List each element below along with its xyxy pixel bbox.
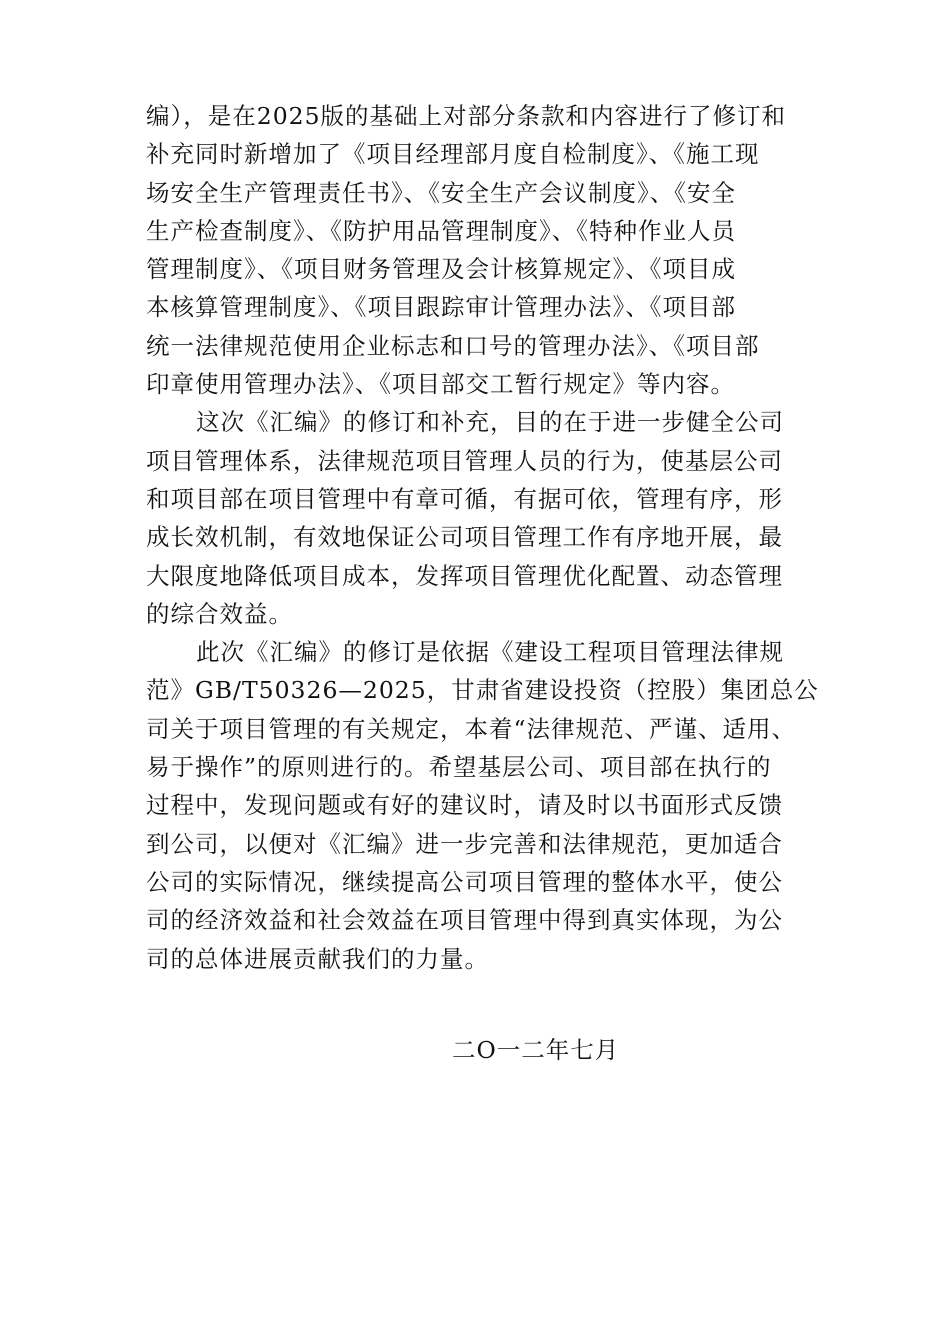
paragraph-2-line: 这次《汇编》的修订和补充，目的在于进一步健全公司 bbox=[196, 408, 784, 437]
paragraph-1-line: 统一法律规范使用企业标志和口号的管理办法》、《项目部 bbox=[146, 331, 760, 360]
document-date: 二O一二年七月 bbox=[452, 1036, 620, 1064]
paragraph-2-line: 大限度地降低项目成本，发挥项目管理优化配置、动态管理 bbox=[146, 561, 783, 590]
paragraph-3-line: 司关于项目管理的有关规定，本着“法律规范、严谨、适用、 bbox=[146, 714, 797, 743]
paragraph-3-line: 司的经济效益和社会效益在项目管理中得到真实体现，为公 bbox=[146, 906, 783, 935]
paragraph-2-line: 项目管理体系，法律规范项目管理人员的行为，使基层公司 bbox=[146, 446, 783, 475]
paragraph-1-line: 印章使用管理办法》、《项目部交工暂行规定》等内容。 bbox=[146, 370, 735, 399]
paragraph-3-line: 易于操作”的原则进行的。希望基层公司、项目部在执行的 bbox=[146, 753, 772, 782]
paragraph-3-line: 此次《汇编》的修订是依据《建设工程项目管理法律规 bbox=[196, 638, 784, 667]
paragraph-2-line: 和项目部在项目管理中有章可循，有据可依，管理有序，形 bbox=[146, 484, 783, 513]
paragraph-3-line: 司的总体进展贡献我们的力量。 bbox=[146, 944, 489, 973]
body-text bbox=[146, 97, 846, 978]
paragraph-1-line: 生产检查制度》、《防护用品管理制度》、《特种作业人员 bbox=[146, 216, 736, 245]
paragraph-1-line: 管理制度》、《项目财务管理及会计核算规定》、《项目成 bbox=[146, 255, 736, 284]
paragraph-1-line: 编），是在2025版的基础上对部分条款和内容进行了修订和 bbox=[146, 102, 787, 130]
paragraph-2-line: 的综合效益。 bbox=[146, 599, 293, 628]
paragraph-3-line: 范》GB/T50326—2025，甘肃省建设投资（控股）集团总公 bbox=[146, 676, 819, 705]
paragraph-1-line: 场安全生产管理责任书》、《安全生产会议制度》、《安全 bbox=[146, 178, 736, 207]
paragraph-1-line: 补充同时新增加了《项目经理部月度自检制度》、《施工现 bbox=[146, 140, 760, 169]
paragraph-2-line: 成长效机制，有效地保证公司项目管理工作有序地开展，最 bbox=[146, 523, 783, 552]
paragraph-1-line: 本核算管理制度》、《项目跟踪审计管理办法》、《项目部 bbox=[146, 293, 736, 322]
paragraph-3-line: 到公司，以便对《汇编》进一步完善和法律规范，更加适合 bbox=[146, 829, 783, 858]
paragraph-3-line: 公司的实际情况，继续提高公司项目管理的整体水平，使公 bbox=[146, 867, 783, 896]
paragraph-3-line: 过程中，发现问题或有好的建议时，请及时以书面形式反馈 bbox=[146, 791, 783, 820]
